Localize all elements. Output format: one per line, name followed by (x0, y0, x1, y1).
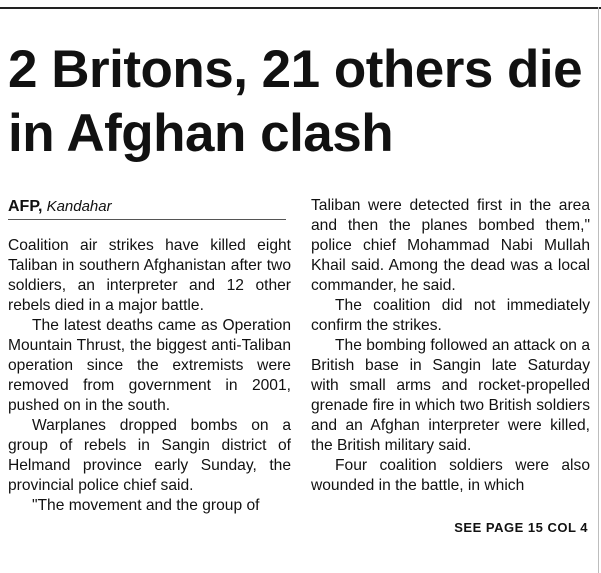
article-column-2 (311, 196, 590, 496)
article-column-1 (8, 236, 291, 516)
paragraph: The latest deaths came as Operation Mountain Thrust, the biggest anti-Taliban operation since the extremists were removed from government in 2001, pushed on in the south. (8, 317, 291, 414)
paragraph: Four coalition soldiers were also wounded in the battle, in which (311, 457, 590, 494)
right-border (598, 7, 599, 573)
paragraph: Coalition air strikes have killed eight Taliban in southern Afghanistan after two soldiers, an interpreter and 12 other rebels died in a major battle. (8, 237, 291, 314)
paragraph: Warplanes dropped bombs on a group of rebels in Sangin district of Helmand province early Sunday, the provincial police chief said. (8, 417, 291, 494)
top-rule (0, 7, 601, 9)
paragraph: Taliban were detected first in the area and then the planes bombed them," police chief Mohammad Nabi Mullah Khail said. Among the dead was a local commander, he said. (311, 197, 590, 294)
paragraph: The bombing followed an attack on a British base in Sangin late Saturday with small arms and rocket-propelled grenade fire in which two British soldiers and an Afghan interpreter were killed, the British military said. (311, 337, 590, 454)
continuation-note: SEE PAGE 15 COL 4 (454, 520, 588, 535)
paragraph: The coalition did not immediately confirm the strikes. (311, 297, 590, 334)
paragraph: "The movement and the group of (32, 497, 260, 514)
byline-place: Kandahar (46, 198, 112, 215)
headline: 2 Britons, 21 others die in Afghan clash (8, 40, 583, 163)
byline (8, 197, 286, 220)
byline-agency: AFP, (8, 198, 43, 215)
